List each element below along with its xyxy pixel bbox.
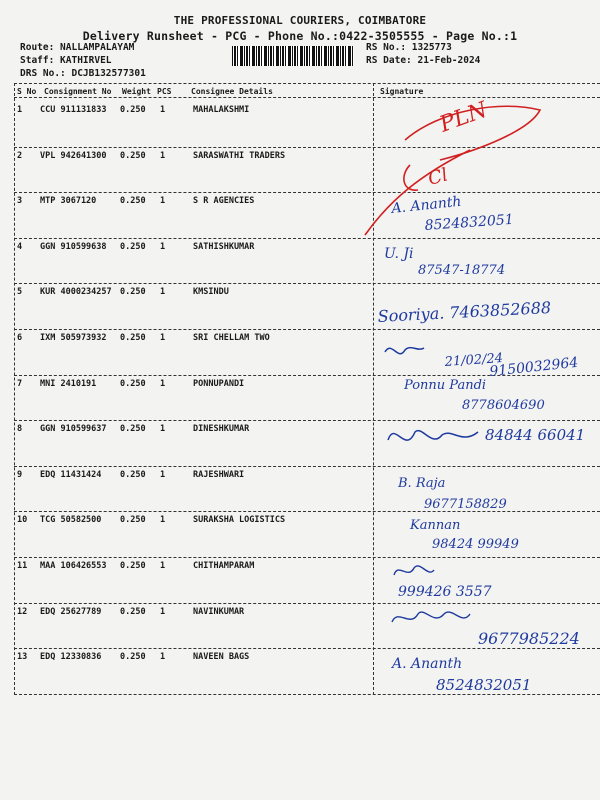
company-title: THE PROFESSIONAL COURIERS, COIMBATORE	[173, 14, 427, 27]
sig5-text: Sooriya. 7463852688	[377, 297, 552, 326]
row-consignment-no: CCU 911131833	[40, 105, 107, 115]
row-separator	[14, 511, 600, 512]
row-weight: 0.250	[120, 241, 146, 252]
row-pcs: 1	[160, 606, 166, 617]
row-pcs: 1	[160, 196, 166, 207]
row-sno: 11	[17, 561, 28, 571]
row-weight: 0.250	[120, 105, 146, 115]
row-consignment-no: IXM 505973932	[40, 333, 107, 343]
row-sno: 7	[17, 378, 23, 389]
row-consignee: CHITHAMPARAM	[193, 561, 255, 571]
row-sno: 13	[17, 652, 28, 663]
row-consignment-no: KUR 4000234257	[40, 287, 112, 298]
row-sno: 1	[17, 105, 23, 115]
drs-number: DRS No.: DCJB132577301	[20, 68, 146, 79]
col-header-sno: S No	[17, 87, 37, 96]
row-sno: 8	[17, 424, 23, 435]
sig4-name: U. Ji	[384, 246, 414, 262]
table-top-border	[14, 83, 600, 84]
col-header-pcs: PCS	[157, 87, 172, 96]
sig10-name: Kannan	[410, 518, 461, 533]
row-pcs: 1	[160, 150, 166, 161]
row-sno: 4	[17, 241, 23, 252]
row-weight: 0.250	[120, 333, 146, 343]
row-consignee: NAVINKUMAR	[193, 606, 245, 617]
sig3-phone: 8524832051	[424, 211, 515, 234]
col-header-consignee: Consignee Details	[191, 87, 273, 96]
row-consignment-no: GGN 910599638	[40, 241, 107, 252]
row-sno: 10	[17, 515, 28, 526]
row-pcs: 1	[160, 652, 166, 663]
col-header-consignment: Consignment No	[44, 87, 112, 96]
sig3-name: A. Ananth	[390, 193, 463, 217]
row-weight: 0.250	[120, 196, 146, 207]
staff-label: Staff: KATHIRVEL	[20, 55, 112, 66]
barcode-image	[232, 46, 354, 66]
sig13-name: A. Ananth	[392, 656, 463, 672]
row-consignee: KMSINDU	[193, 287, 229, 298]
row-consignment-no: VPL 942641300	[40, 150, 107, 161]
sig9-name: B. Raja	[398, 476, 446, 491]
sig4-phone: 87547-18774	[418, 263, 506, 278]
row-pcs: 1	[160, 515, 166, 526]
row-weight: 0.250	[120, 606, 146, 617]
sig10-phone: 98424 99949	[432, 537, 519, 552]
sig8-phone: 84844 66041	[485, 426, 586, 444]
row-separator	[14, 375, 600, 376]
red-c-stroke	[404, 165, 418, 190]
row-weight: 0.250	[120, 652, 146, 663]
row-weight: 0.250	[120, 287, 146, 298]
sig7-name: Ponnu Pandi	[404, 378, 487, 393]
route-label: Route: NALLAMPALAYAM	[20, 42, 135, 53]
row-consignee: SATHISHKUMAR	[193, 241, 255, 252]
row-weight: 0.250	[120, 515, 146, 526]
rs-date: RS Date: 21-Feb-2024	[366, 55, 481, 66]
red-cl-text: Cl	[425, 164, 451, 190]
row-consignment-no: EDQ 11431424	[40, 469, 102, 480]
row-consignee: DINESHKUMAR	[193, 424, 250, 435]
runsheet-subtitle: Delivery Runsheet - PCG - Phone No.:0422-3505555 - Page No.:1	[82, 29, 518, 43]
row-consignment-no: MAA 106426553	[40, 561, 107, 571]
row-sno: 6	[17, 333, 23, 343]
row-weight: 0.250	[120, 150, 146, 161]
row-consignment-no: MNI 2410191	[40, 378, 97, 389]
sig6-scribble	[385, 348, 424, 354]
row-pcs: 1	[160, 469, 166, 480]
rs-number: RS No.: 1325773	[366, 42, 452, 53]
table-header-border	[14, 97, 600, 98]
row-sno: 12	[17, 606, 28, 617]
red-annotation	[365, 106, 540, 235]
sig12-scribble	[392, 612, 470, 622]
sig12-phone: 9677985224	[478, 629, 580, 648]
row-consignment-no: TCG 50582500	[40, 515, 102, 526]
sig6-date: 21/02/24	[444, 350, 504, 370]
row-pcs: 1	[160, 378, 166, 389]
row-separator	[14, 238, 600, 239]
row-weight: 0.250	[120, 561, 146, 571]
row-pcs: 1	[160, 333, 166, 343]
row-consignee: MAHALAKSHMI	[193, 105, 250, 115]
row-weight: 0.250	[120, 469, 146, 480]
row-consignee: NAVEEN BAGS	[193, 652, 250, 663]
row-sno: 2	[17, 150, 23, 161]
row-weight: 0.250	[120, 378, 146, 389]
row-sno: 9	[17, 469, 23, 480]
row-pcs: 1	[160, 424, 166, 435]
row-consignee: SURAKSHA LOGISTICS	[193, 515, 286, 526]
red-loop-stroke	[405, 106, 540, 160]
row-separator	[14, 192, 600, 193]
row-pcs: 1	[160, 561, 166, 571]
row-sno: 5	[17, 287, 23, 298]
col-header-signature: Signature	[380, 87, 424, 96]
row-consignee: S R AGENCIES	[193, 196, 255, 207]
col-header-weight: Weight	[122, 87, 151, 96]
sig11-phone: 999426 3557	[398, 584, 492, 600]
sig11-scribble	[394, 566, 434, 575]
row-separator	[14, 648, 600, 649]
sig13-phone: 8524832051	[436, 676, 532, 694]
row-separator	[14, 694, 600, 695]
row-separator	[14, 557, 600, 558]
row-consignee: SARASWATHI TRADERS	[193, 150, 286, 161]
row-pcs: 1	[160, 287, 166, 298]
red-pln-text: PLN	[436, 97, 491, 138]
row-separator	[14, 147, 600, 148]
row-consignment-no: GGN 910599637	[40, 424, 107, 435]
row-separator	[14, 466, 600, 467]
row-separator	[14, 329, 600, 330]
row-separator	[14, 420, 600, 421]
row-consignment-no: EDQ 12330836	[40, 652, 102, 663]
row-weight: 0.250	[120, 424, 146, 435]
row-separator	[14, 283, 600, 284]
sig6-phone: 9150032964	[488, 354, 580, 380]
row-consignment-no: MTP 3067120	[40, 196, 97, 207]
sig7-phone: 8778604690	[462, 398, 545, 413]
row-pcs: 1	[160, 105, 166, 115]
row-consignment-no: EDQ 25627789	[40, 606, 102, 617]
sig9-phone: 9677158829	[424, 497, 507, 512]
row-separator	[14, 603, 600, 604]
row-pcs: 1	[160, 241, 166, 252]
row-consignee: SRI CHELLAM TWO	[193, 333, 270, 343]
sig8-scribble	[388, 431, 478, 441]
row-consignee: RAJESHWARI	[193, 469, 245, 480]
row-sno: 3	[17, 196, 23, 207]
row-consignee: PONNUPANDI	[193, 378, 245, 389]
